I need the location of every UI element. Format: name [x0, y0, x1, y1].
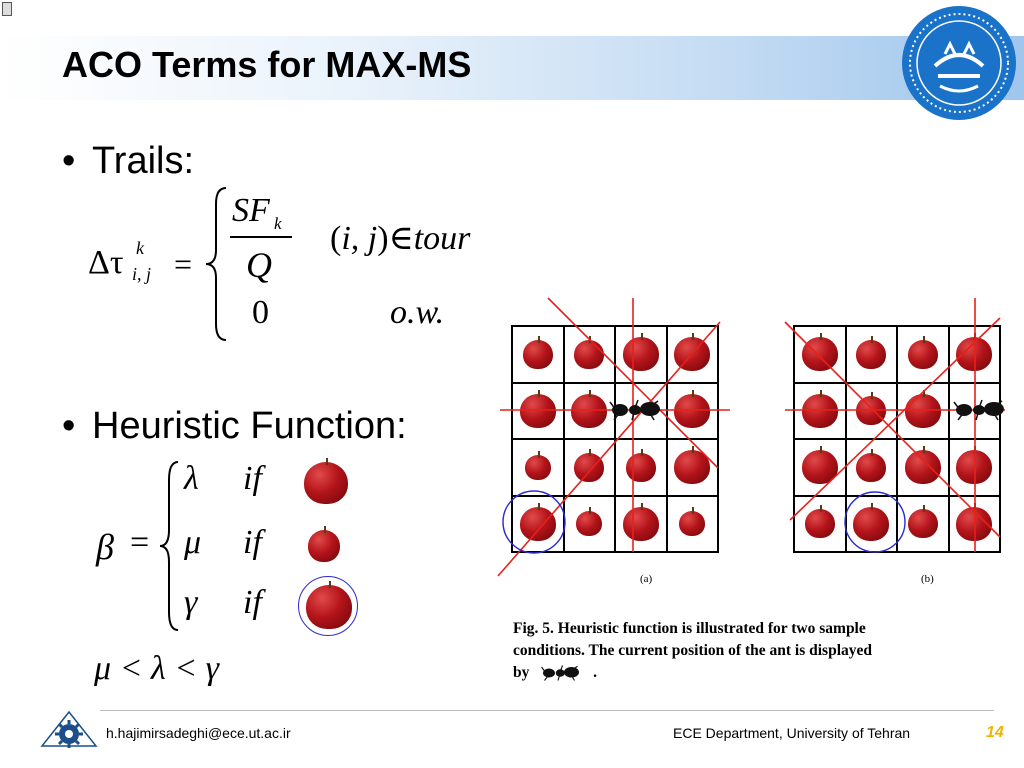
apple-icon — [520, 394, 556, 428]
university-logo-icon — [900, 4, 1018, 122]
ant-icon — [952, 398, 1008, 422]
apple-icon — [802, 337, 838, 371]
slide-title: ACO Terms for MAX-MS — [62, 44, 472, 85]
trail-denominator: Q — [246, 245, 272, 285]
apple-icon — [853, 507, 889, 541]
trail-lhs-sub: i, j — [132, 264, 152, 284]
window-icon — [2, 2, 12, 16]
grid-cell — [949, 439, 1001, 496]
apple-icon — [674, 450, 710, 484]
inequality: μ < λ < γ — [94, 650, 220, 687]
grid-cell — [564, 326, 616, 383]
apple-icon — [674, 394, 710, 428]
grid-cell — [949, 326, 1001, 383]
trail-lhs: Δτ — [88, 244, 124, 281]
grid-cell — [794, 383, 846, 440]
apple-icon — [856, 340, 886, 369]
figure-label-b: (b) — [921, 573, 934, 585]
apple-icon — [520, 507, 556, 541]
trail-zero: 0 — [252, 294, 269, 331]
if-label: if — [243, 584, 262, 621]
trail-lhs-sup: k — [136, 238, 144, 258]
apple-icon — [571, 394, 607, 428]
grid-a — [511, 325, 719, 553]
lambda-symbol: λ — [184, 460, 199, 497]
grid-cell — [512, 496, 564, 553]
grid-cell — [897, 326, 949, 383]
grid-cell — [794, 439, 846, 496]
apple-icon — [805, 509, 835, 538]
grid-cell — [512, 383, 564, 440]
grid-cell — [897, 496, 949, 553]
trail-condition: (i, j)∈tour — [330, 220, 471, 257]
apple-icon — [856, 453, 886, 482]
page-number: 14 — [986, 724, 1004, 741]
apple-icon — [574, 453, 604, 482]
grid-cell — [794, 326, 846, 383]
apple-icon — [674, 337, 710, 371]
apple-icon — [623, 507, 659, 541]
grid-cell — [846, 383, 898, 440]
apple-icon — [576, 511, 602, 536]
grid-cell — [846, 496, 898, 553]
footer-email: h.hajimirsadeghi@ece.ut.ac.ir — [106, 725, 291, 741]
grid-cell — [897, 439, 949, 496]
heuristic-equals: = — [130, 524, 150, 561]
grid-cell — [615, 496, 667, 553]
apple-icon — [626, 453, 656, 482]
grid-cell — [564, 439, 616, 496]
figure-caption: Fig. 5. Heuristic function is illustrated for two sample conditions. The current position of the ant is displayed by . — [513, 620, 872, 681]
apple-icon — [523, 340, 553, 369]
apple-icon — [574, 340, 604, 369]
mu-symbol: μ — [184, 524, 202, 561]
apple-icon — [623, 337, 659, 371]
grid-cell — [615, 326, 667, 383]
trail-equals: = — [174, 246, 193, 282]
highlight-circle — [298, 576, 358, 636]
grid-cell — [512, 326, 564, 383]
apple-medium-icon — [304, 462, 348, 504]
trail-brace-icon — [200, 184, 230, 344]
heuristic-brace-icon — [156, 458, 182, 634]
apple-icon — [956, 507, 992, 541]
trail-numerator: SF — [232, 192, 270, 229]
ant-icon — [608, 398, 664, 422]
figure-label-a: (a) — [640, 573, 653, 585]
grid-cell — [564, 496, 616, 553]
grid-cell — [512, 439, 564, 496]
grid-cell — [794, 496, 846, 553]
beta-symbol: β — [96, 527, 114, 567]
apple-icon — [956, 337, 992, 371]
grid-cell — [667, 496, 719, 553]
trail-otherwise: o.w. — [390, 294, 445, 331]
ant-icon — [533, 664, 589, 682]
apple-icon — [905, 450, 941, 484]
apple-icon — [856, 396, 886, 425]
apple-icon — [905, 394, 941, 428]
grid-cell — [667, 439, 719, 496]
apple-icon — [908, 509, 938, 538]
footer-department: ECE Department, University of Tehran — [673, 725, 911, 741]
apple-small-icon — [308, 530, 340, 562]
footer-divider — [100, 710, 994, 711]
grid-cell — [897, 383, 949, 440]
if-label: if — [243, 460, 262, 497]
gear-logo-icon — [40, 708, 98, 752]
trail-numerator-sub: k — [274, 214, 282, 233]
grid-cell — [667, 326, 719, 383]
grid-cell — [667, 383, 719, 440]
apple-icon — [802, 450, 838, 484]
apple-icon — [908, 340, 938, 369]
grid-b — [793, 325, 1001, 553]
fraction-bar — [230, 236, 292, 238]
bullet-trails: • Trails: — [62, 140, 195, 182]
grid-cell — [615, 439, 667, 496]
bullet-heuristic: • Heuristic Function: — [62, 405, 407, 447]
grid-cell — [949, 496, 1001, 553]
if-label: if — [243, 524, 262, 561]
gamma-symbol: γ — [184, 584, 198, 621]
apple-icon — [802, 394, 838, 428]
grid-cell — [846, 439, 898, 496]
apple-icon — [956, 450, 992, 484]
apple-icon — [679, 511, 705, 536]
grid-cell — [846, 326, 898, 383]
apple-icon — [525, 455, 551, 480]
